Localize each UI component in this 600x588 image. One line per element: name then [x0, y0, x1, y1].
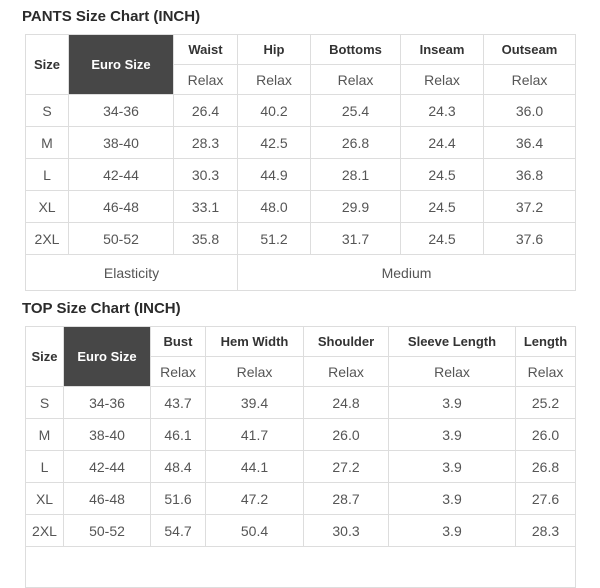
value-cell: 31.7 — [311, 223, 401, 255]
value-cell: 42.5 — [238, 127, 311, 159]
value-cell: 3.9 — [389, 483, 516, 515]
table-row-cutoff — [26, 547, 576, 588]
pants-header-row — [26, 35, 576, 65]
table-row — [26, 159, 576, 191]
value-cell: 43.7 — [151, 387, 206, 419]
value-cell: 24.8 — [304, 387, 389, 419]
fit-label: Relax — [311, 65, 401, 95]
value-cell: 28.3 — [516, 515, 576, 547]
table-row — [26, 387, 576, 419]
top-bust-header: Bust — [151, 327, 206, 357]
size-cell: L — [26, 451, 64, 483]
value-cell: 51.6 — [151, 483, 206, 515]
value-cell: 28.7 — [304, 483, 389, 515]
value-cell: 37.2 — [484, 191, 576, 223]
value-cell: 29.9 — [311, 191, 401, 223]
elasticity-label: Elasticity — [26, 255, 238, 291]
table-row — [26, 483, 576, 515]
euro-size-cell: 46-48 — [64, 483, 151, 515]
value-cell: 44.1 — [206, 451, 304, 483]
euro-size-cell: 34-36 — [64, 387, 151, 419]
top-sleeve-length-header: Sleeve Length — [389, 327, 516, 357]
pants-bottoms-header: Bottoms — [311, 35, 401, 65]
euro-size-cell: 50-52 — [64, 515, 151, 547]
value-cell: 39.4 — [206, 387, 304, 419]
value-cell: 30.3 — [304, 515, 389, 547]
fit-label: Relax — [151, 357, 206, 387]
value-cell: 24.4 — [401, 127, 484, 159]
value-cell: 48.0 — [238, 191, 311, 223]
size-cell: S — [26, 95, 69, 127]
top-size-column-header: Size — [26, 327, 64, 387]
value-cell: 24.3 — [401, 95, 484, 127]
pants-chart-title: PANTS Size Chart (INCH) — [22, 8, 201, 25]
fit-label: Relax — [174, 65, 238, 95]
value-cell: 47.2 — [206, 483, 304, 515]
value-cell: 44.9 — [238, 159, 311, 191]
value-cell: 50.4 — [206, 515, 304, 547]
value-cell: 25.2 — [516, 387, 576, 419]
value-cell: 46.1 — [151, 419, 206, 451]
value-cell: 24.5 — [401, 191, 484, 223]
fit-label: Relax — [389, 357, 516, 387]
table-row — [26, 223, 576, 255]
pants-euro-size-column-header: Euro Size — [69, 35, 174, 95]
pants-waist-header: Waist — [174, 35, 238, 65]
table-row — [26, 451, 576, 483]
top-length-header: Length — [516, 327, 576, 357]
value-cell: 40.2 — [238, 95, 311, 127]
euro-size-cell: 38-40 — [69, 127, 174, 159]
pants-hip-header: Hip — [238, 35, 311, 65]
value-cell: 35.8 — [174, 223, 238, 255]
value-cell: 26.8 — [516, 451, 576, 483]
value-cell: 3.9 — [389, 419, 516, 451]
value-cell: 33.1 — [174, 191, 238, 223]
size-cell: XL — [26, 483, 64, 515]
value-cell: 36.0 — [484, 95, 576, 127]
size-cell: 2XL — [26, 515, 64, 547]
table-row — [26, 95, 576, 127]
value-cell: 26.0 — [516, 419, 576, 451]
value-cell: 37.6 — [484, 223, 576, 255]
fit-label: Relax — [238, 65, 311, 95]
euro-size-cell: 42-44 — [69, 159, 174, 191]
size-cell: L — [26, 159, 69, 191]
top-header-row — [26, 327, 576, 357]
fit-label: Relax — [401, 65, 484, 95]
value-cell: 41.7 — [206, 419, 304, 451]
value-cell: 3.9 — [389, 387, 516, 419]
value-cell: 27.6 — [516, 483, 576, 515]
top-hem-width-header: Hem Width — [206, 327, 304, 357]
table-row — [26, 419, 576, 451]
size-cell: 2XL — [26, 223, 69, 255]
top-size-table — [25, 326, 576, 588]
fit-label: Relax — [206, 357, 304, 387]
value-cell: 36.8 — [484, 159, 576, 191]
value-cell: 48.4 — [151, 451, 206, 483]
fit-label: Relax — [516, 357, 576, 387]
elasticity-row — [26, 255, 576, 291]
top-shoulder-header: Shoulder — [304, 327, 389, 357]
fit-label: Relax — [304, 357, 389, 387]
pants-outseam-header: Outseam — [484, 35, 576, 65]
value-cell: 3.9 — [389, 451, 516, 483]
euro-size-cell: 46-48 — [69, 191, 174, 223]
value-cell: 26.4 — [174, 95, 238, 127]
value-cell: 51.2 — [238, 223, 311, 255]
value-cell: 24.5 — [401, 223, 484, 255]
value-cell: 30.3 — [174, 159, 238, 191]
value-cell: 28.1 — [311, 159, 401, 191]
size-cell: XL — [26, 191, 69, 223]
top-euro-size-column-header: Euro Size — [64, 327, 151, 387]
pants-inseam-header: Inseam — [401, 35, 484, 65]
value-cell: 25.4 — [311, 95, 401, 127]
pants-size-column-header: Size — [26, 35, 69, 95]
table-row — [26, 515, 576, 547]
euro-size-cell: 42-44 — [64, 451, 151, 483]
pants-size-table — [25, 34, 576, 291]
value-cell: 54.7 — [151, 515, 206, 547]
value-cell: 36.4 — [484, 127, 576, 159]
value-cell: 3.9 — [389, 515, 516, 547]
table-row — [26, 127, 576, 159]
elasticity-value: Medium — [238, 255, 576, 291]
value-cell: 24.5 — [401, 159, 484, 191]
value-cell: 26.8 — [311, 127, 401, 159]
euro-size-cell: 34-36 — [69, 95, 174, 127]
value-cell: 26.0 — [304, 419, 389, 451]
cutoff-cell — [26, 547, 576, 588]
size-cell: S — [26, 387, 64, 419]
fit-label: Relax — [484, 65, 576, 95]
value-cell: 28.3 — [174, 127, 238, 159]
size-cell: M — [26, 127, 69, 159]
size-cell: M — [26, 419, 64, 451]
euro-size-cell: 50-52 — [69, 223, 174, 255]
value-cell: 27.2 — [304, 451, 389, 483]
top-chart-title: TOP Size Chart (INCH) — [22, 300, 181, 317]
euro-size-cell: 38-40 — [64, 419, 151, 451]
table-row — [26, 191, 576, 223]
